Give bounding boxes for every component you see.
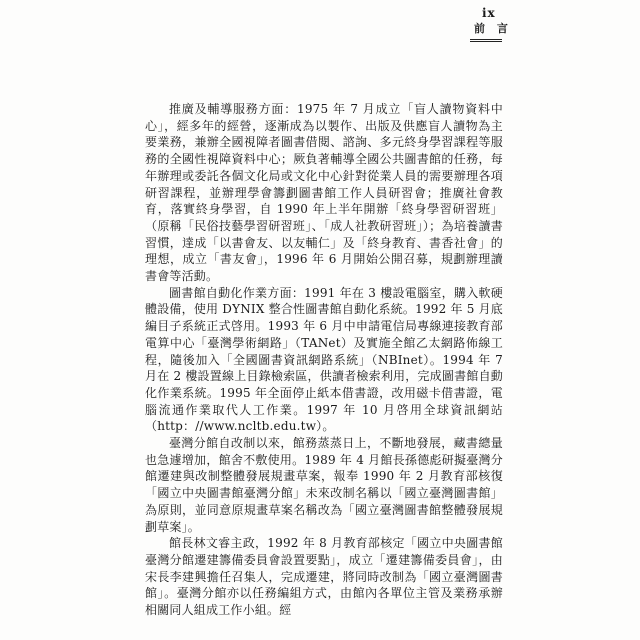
paragraph-outreach: 推廣及輔導服務方面：1975 年 7 月成立「盲人讀物資料中心」，經多年的經營，逐漸成為以製作、出版及供應盲人讀物為主要業務，兼辦全國視障者圖書借閱、諮詢、多元終身學習課程等服務的全國性視障資料中心；厥負著輔導全國公共圖書館的任務，每年辦理或委託各個文化局或文化中心針對從業人員的需要辦理各項研習課程，並辦理學會籌劃圖書館工作人員研習會；推廣社會教育，落實終身學習，自 1990 年上半年開辦「終身學習研習班」（原稱「民俗技藝學習研習班」、「成人社教研習班」）；為培養讀書習慣，達成「以書會友、以友輔仁」及「終身教育、書香社會」的理想，成立「書友會」，1996 年 6 月開始公開召募，規劃辦理讀書會等活動。 xyxy=(145,102,503,284)
header-rule xyxy=(470,39,502,42)
paragraph-development: 臺灣分館自改制以來，館務蒸蒸日上，不斷地發展，藏書總量也急遽增加，館舍不敷使用。1989 年 4 月館長孫德彪研擬臺灣分館遷建與改制整體發展規畫草案，報奉 1990 年 2 月教育部核復「國立中央圖書館臺灣分館」未來改制名稱以「國立臺灣圖書館」為原則，並同意原規畫草案名稱改為「國立臺灣圖書館整體發展規劃草案」。 xyxy=(145,436,503,534)
page-number: ix xyxy=(482,6,496,20)
body-text xyxy=(145,101,503,619)
running-header: 前 言 xyxy=(474,22,512,35)
paragraph-automation: 圖書館自動化作業方面：1991 年在 3 樓設電腦室，購入軟硬體設備，使用 DYNIX 整合性圖書館自動化系統。1992 年 5 月底編目子系統正式啓用。1993 年 6 月中申請電信局專線連接教育部電算中心「臺灣學術網路」（TANet）及實施全館乙太網路佈線工程，隨後加入「全國圖書資訊網路系統」（NBInet）。1994 年 7 月在 2 樓設置線上目錄檢索區，供讀者檢索利用，完成圖書館自動化作業系統。1995 年全面停止紙本借書證，改用磁卡借書證，電腦流通作業取代人工作業。1997 年 10 月啓用全球資訊網站（http：//www.ncltb.edu.tw）。 xyxy=(145,285,503,434)
paragraph-relocation: 館長林文睿主政，1992 年 8 月教育部核定「國立中央圖書館臺灣分館遷建籌備委員會設置要點」，成立「遷建籌備委員會」，由宋長李建興擔任召集人，完成遷建，將同時改制為「國立臺灣圖書館」。臺灣分館亦以任務編組方式，由館內各單位主管及業務承辦相關同人組成工作小組。經 xyxy=(145,536,503,618)
